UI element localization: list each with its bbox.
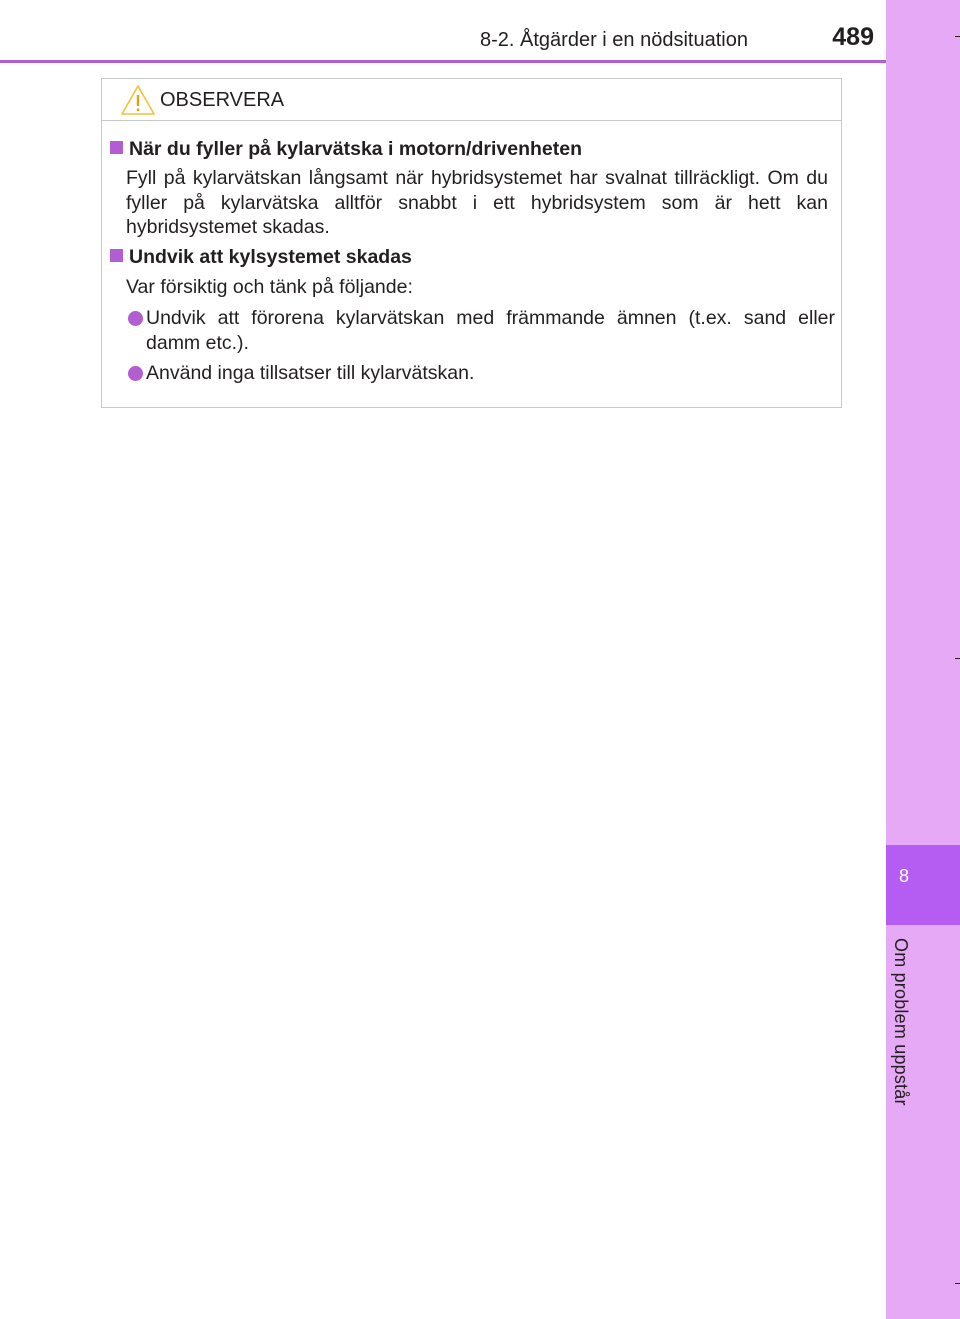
list-item-text: Använd inga tillsatser till kylarvätskan. [146, 362, 475, 384]
crop-mark [955, 658, 960, 659]
square-bullet-icon [110, 249, 123, 262]
section-heading: När du fyller på kylarvätska i motorn/drivenheten [110, 137, 582, 161]
notice-header [102, 79, 841, 121]
circle-bullet-icon [128, 366, 143, 381]
section-heading: Undvik att kylsystemet skadas [110, 245, 412, 269]
chapter-number: 8 [898, 866, 909, 886]
side-tab-strip [886, 0, 960, 1319]
square-bullet-icon [110, 141, 123, 154]
header-rule [0, 60, 886, 63]
notice-box [101, 78, 842, 408]
list-item [126, 306, 835, 355]
crop-mark [955, 36, 960, 37]
section-title: 8-2. Åtgärder i en nödsituation [480, 29, 748, 51]
list-item [126, 361, 835, 386]
section-body: Fyll på kylarvätskan långsamt när hybridsystemet har svalnat tillräckligt. Om du fyller på kylarvätska alltför snabbt i ett hybridsystem som är hett kan hybridsystemet skadas. [126, 167, 828, 238]
circle-bullet-icon [128, 311, 143, 326]
section-body: Var försiktig och tänk på följande: [126, 276, 413, 298]
crop-mark [955, 1283, 960, 1284]
notice-title: OBSERVERA [160, 89, 285, 111]
list-item-text: Undvik att förorena kylarvätskan med främmande ämnen (t.ex. sand eller damm etc.). [146, 307, 835, 354]
warning-triangle-icon [120, 84, 156, 116]
chapter-title: Om problem uppstår [891, 938, 911, 1106]
page-number: 489 [832, 23, 874, 51]
